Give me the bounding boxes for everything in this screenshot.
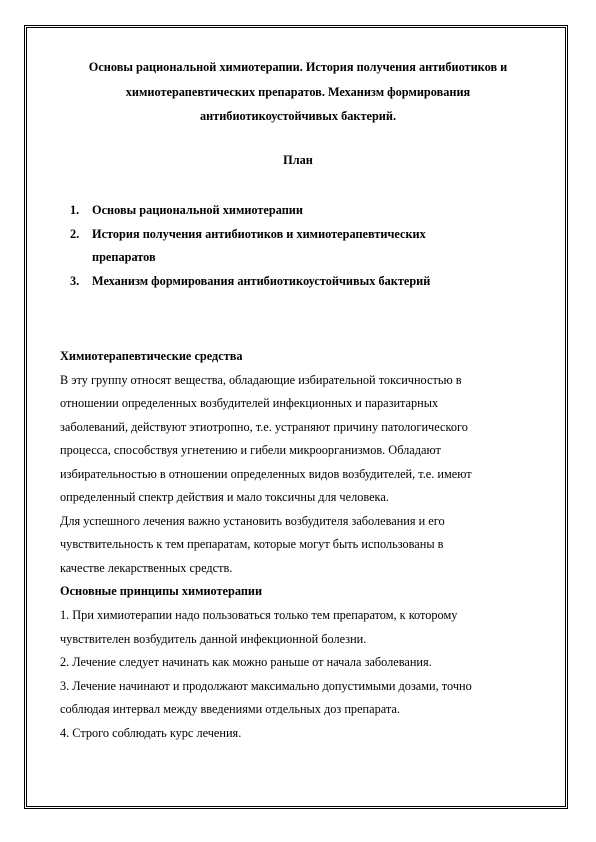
plan-heading: План bbox=[283, 153, 313, 167]
plan-item-number: 1. bbox=[70, 203, 80, 217]
plan-item bbox=[70, 223, 540, 270]
principle-item bbox=[60, 604, 560, 651]
paragraph bbox=[60, 510, 560, 581]
document-body bbox=[60, 345, 560, 745]
principle-item bbox=[60, 651, 560, 675]
principle-item bbox=[60, 675, 560, 722]
paragraph-line: отношении определенных возбудителей инфекционных и паразитарных bbox=[60, 396, 439, 411]
plan-list bbox=[70, 199, 540, 293]
section-heading: Химиотерапевтические средства bbox=[60, 349, 243, 363]
plan-item bbox=[70, 199, 540, 223]
plan-item-text: препаратов bbox=[92, 250, 156, 264]
principle-line: 2. Лечение следует начинать как можно раньше от начала заболевания. bbox=[60, 655, 432, 670]
paragraph-line: Для успешного лечения важно установить возбудителя заболевания и его bbox=[60, 513, 445, 528]
paragraph-line: определенный спектр действия и мало токсичны для человека. bbox=[60, 490, 389, 505]
title-line: Основы рациональной химиотерапии. История получения антибиотиков и bbox=[88, 60, 508, 74]
plan-item-number: 2. bbox=[70, 226, 80, 241]
principle-line: 1. При химиотерапии надо пользоваться только тем препаратом, к которому bbox=[60, 608, 458, 623]
paragraph bbox=[60, 369, 560, 510]
paragraph-line: процесса, способствуя угнетению и гибели микроорганизмов. Обладают bbox=[60, 443, 441, 458]
document-title bbox=[40, 55, 556, 129]
title-line: антибиотикоустойчивых бактерий. bbox=[199, 109, 397, 123]
plan-item-text: Основы рациональной химиотерапии bbox=[92, 203, 303, 217]
plan-item-number: 3. bbox=[70, 273, 80, 288]
principle-item bbox=[60, 722, 560, 746]
title-line: химиотерапевтических препаратов. Механизм формирования bbox=[125, 84, 471, 99]
principle-line: соблюдая интервал между введениями отдельных доз препарата. bbox=[60, 702, 400, 717]
plan-item-text: Механизм формирования антибиотикоустойчивых бактерий bbox=[92, 273, 431, 288]
section-heading: Основные принципы химиотерапии bbox=[60, 584, 263, 599]
paragraph-line: качестве лекарственных средств. bbox=[60, 560, 233, 575]
principle-line: 4. Строго соблюдать курс лечения. bbox=[60, 725, 242, 740]
paragraph-line: чувствительность к тем препаратам, которые могут быть использованы в bbox=[60, 537, 444, 552]
principle-line: чувствителен возбудитель данной инфекционной болезни. bbox=[60, 631, 367, 646]
plan-item bbox=[70, 270, 540, 294]
principle-line: 3. Лечение начинают и продолжают максимально допустимыми дозами, точно bbox=[60, 678, 472, 693]
paragraph-line: заболеваний, действуют этиотропно, т.е. устраняют причину патологического bbox=[60, 419, 468, 434]
plan-item-text: История получения антибиотиков и химиотерапевтических bbox=[92, 226, 426, 241]
paragraph-line: В эту группу относят вещества, обладающие избирательной токсичностью в bbox=[60, 372, 462, 387]
paragraph-line: избирательностью в отношении определенных видов возбудителей, т.е. имеют bbox=[60, 466, 472, 481]
